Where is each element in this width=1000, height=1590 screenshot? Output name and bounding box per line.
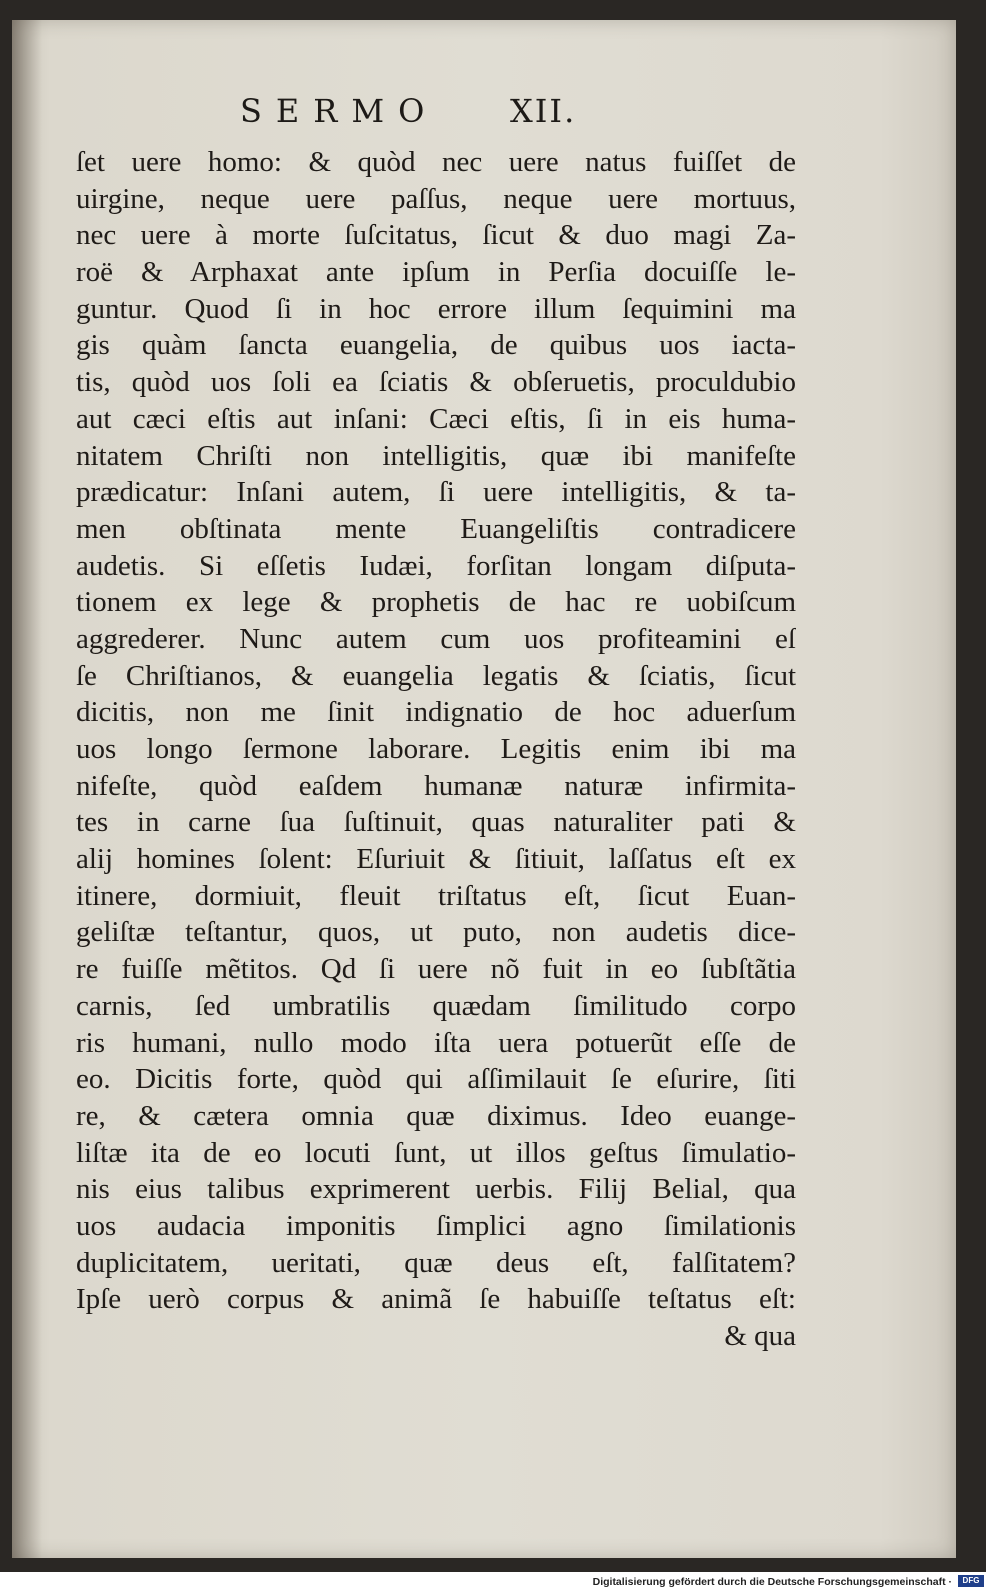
text-line: aut cæci eſtis aut inſani: Cæci eſtis, ſi in eis huma- (76, 402, 796, 435)
text-line: eo. Dicitis forte, quòd qui aſſimilauit ſe eſurire, ſiti (76, 1063, 796, 1096)
text-line: duplicitatem, ueritati, quæ deus eſt, falſitatem? (76, 1246, 796, 1279)
text-line: tes in carne ſua ſuſtinuit, quas naturaliter pati & (76, 806, 796, 839)
text-line: Ipſe uerò corpus & animã ſe habuiſſe teſtatus eſt: (76, 1283, 796, 1316)
text-line: tis, quòd uos ſoli ea ſciatis & obſeruetis, proculdubio (76, 366, 796, 399)
text-line: liſtæ ita de eo locuti ſunt, ut illos geſtus ſimulatio- (76, 1136, 796, 1169)
text-line: roë & Arphaxat ante ipſum in Perſia docuiſſe le- (76, 256, 796, 289)
digitization-credit: Digitalisierung gefördert durch die Deutsche Forschungsgemeinschaft · (592, 1576, 952, 1588)
catchword: & qua (724, 1320, 796, 1352)
page-folio: XII. (510, 92, 577, 130)
running-head-title: SERMO (240, 92, 439, 130)
text-line: carnis, ſed umbratilis quædam ſimilitudo corpo (76, 989, 796, 1022)
text-line: prædicatur: Inſani autem, ſi uere intelligitis, & ta- (76, 476, 796, 509)
text-line: ſet uere homo: & quòd nec uere natus fuiſſet de (76, 146, 796, 178)
text-line: audetis. Si eſſetis Iudæi, forſitan longam diſputa- (76, 549, 796, 582)
text-line: dicitis, non me ſinit indignatio de hoc aduerſum (76, 696, 796, 729)
text-line: nec uere à morte ſuſcitatus, ſicut & duo magi Za- (76, 219, 796, 252)
text-line: guntur. Quod ſi in hoc errore illum ſequimini ma (76, 292, 796, 325)
dfg-logo: DFG (958, 1575, 984, 1587)
text-block (76, 144, 796, 1355)
book-page (12, 20, 956, 1558)
text-line: alij homines ſolent: Eſuriuit & ſitiuit, laſſatus eſt ex (76, 843, 796, 876)
text-line: tionem ex lege & prophetis de hac re uobiſcum (76, 586, 796, 619)
text-line: ſe Chriſtianos, & euangelia legatis & ſciatis, ſicut (76, 659, 796, 692)
text-line: uos longo ſermone laborare. Legitis enim ibi ma (76, 733, 796, 765)
text-line: re, & cætera omnia quæ diximus. Ideo euange- (76, 1099, 796, 1132)
text-line: nifeſte, quòd eaſdem humanæ naturæ infirmita- (76, 769, 796, 802)
text-line: re fuiſſe mẽtitos. Qd ſi uere nõ fuit in eo ſubſtãtia (76, 953, 796, 986)
text-line: men obſtinata mente Euangeliſtis contradicere (76, 512, 796, 545)
text-line: geliſtæ teſtantur, quos, ut puto, non audetis dice- (76, 916, 796, 949)
text-line: nis eius talibus exprimerent uerbis. Filij Belial, qua (76, 1173, 796, 1206)
gutter-shadow (12, 20, 42, 1558)
text-line: gis quàm ſancta euangelia, de quibus uos iacta- (76, 329, 796, 362)
text-line: uos audacia imponitis ſimplici agno ſimilationis (76, 1209, 796, 1242)
text-line: ris humani, nullo modo iſta uera potuerũt eſſe de (76, 1026, 796, 1059)
text-line: uirgine, neque uere paſſus, neque uere mortuus, (76, 182, 796, 215)
text-line: itinere, dormiuit, fleuit triſtatus eſt, ſicut Euan- (76, 879, 796, 912)
running-head (240, 92, 600, 142)
text-line: nitatem Chriſti non intelligitis, quæ ibi manifeſte (76, 439, 796, 472)
text-line: aggrederer. Nunc autem cum uos profiteamini eſ (76, 622, 796, 655)
